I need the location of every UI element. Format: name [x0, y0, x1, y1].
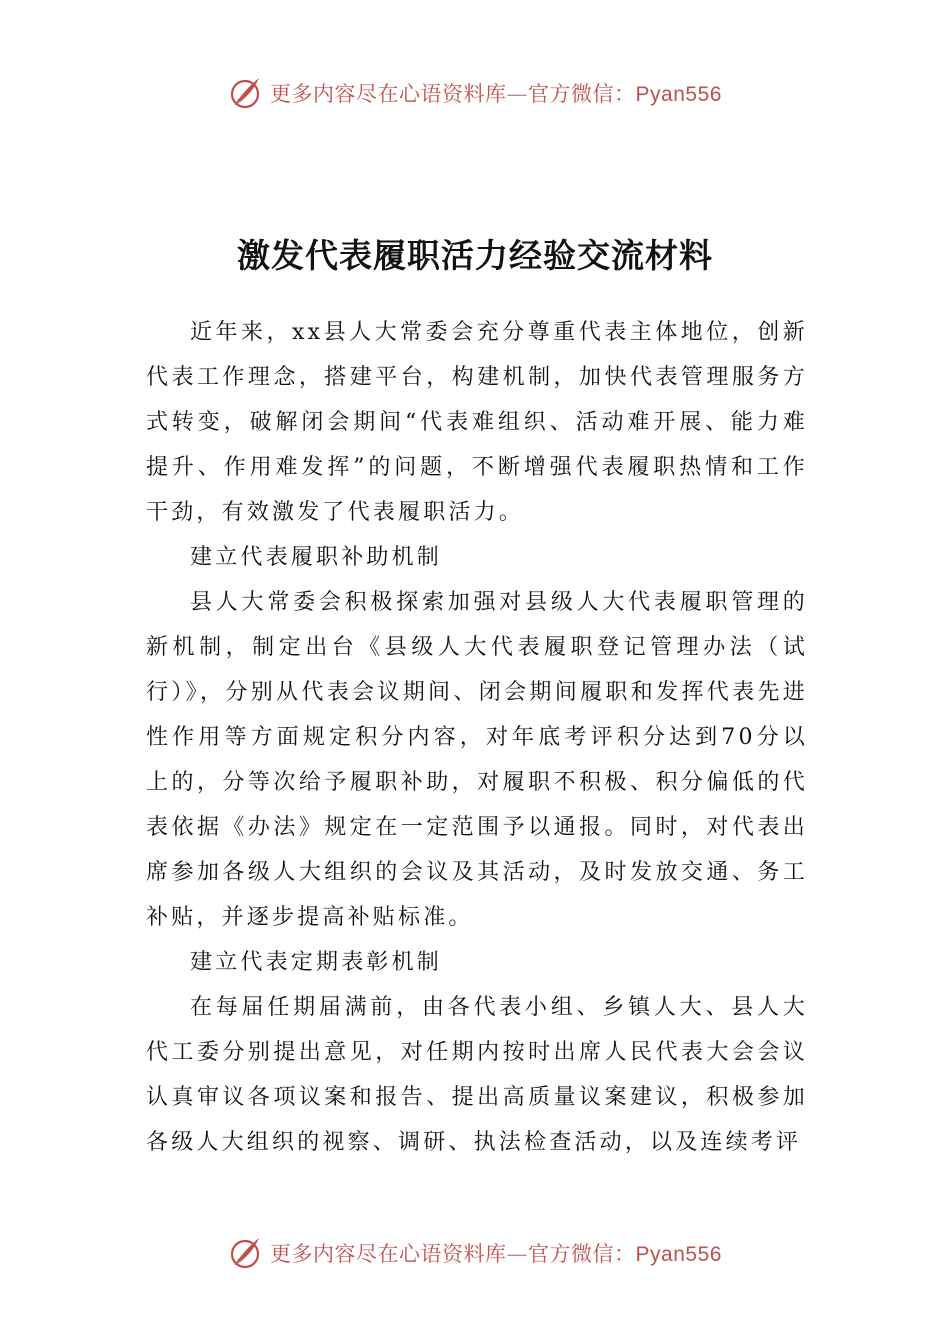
footer-watermark-text	[270, 1238, 722, 1268]
header-main-text: 更多内容尽在心语资料库	[270, 82, 507, 106]
footer-separator: —	[506, 1242, 529, 1266]
header-watermark-text	[270, 78, 722, 108]
section-heading-subsidy: 建立代表履职补助机制	[190, 545, 443, 570]
intro-paragraph: 近年来，xx县人大常委会充分尊重代表主体地位，创新代表工作理念，搭建平台，构建机制，加快代表管理服务方式转变，破解闭会期间“代表难组织、活动难开展、能力难提升、作用难发挥”的问题，不断增强代表履职热情和工作干劲，有效激发了代表履职活力。	[146, 320, 808, 525]
section-heading-commendation: 建立代表定期表彰机制	[190, 950, 443, 975]
header-separator: —	[506, 82, 529, 106]
quill-pen-logo-icon	[228, 75, 264, 111]
document-title: 激发代表履职活力经验交流材料	[237, 236, 713, 275]
document-body	[146, 310, 808, 1165]
footer-contact-label: 官方微信：	[528, 1242, 636, 1266]
commendation-paragraph: 在每届任期届满前，由各代表小组、乡镇人大、县人大代工委分别提出意见，对任期内按时出席人民代表大会会议认真审议各项议案和报告、提出高质量议案建议，积极参加各级人大组织的视察、调研、执法检查活动，以及连续考评	[146, 995, 808, 1155]
header-contact-label: 官方微信：	[528, 82, 636, 106]
quill-pen-logo-icon	[228, 1235, 264, 1271]
footer-watermark-banner	[0, 1231, 950, 1275]
footer-main-text: 更多内容尽在心语资料库	[270, 1242, 507, 1266]
footer-contact-id: Pyan556	[635, 1243, 722, 1266]
subsidy-paragraph: 县人大常委会积极探索加强对县级人大代表履职管理的新机制，制定出台《县级人大代表履职登记管理办法（试行）》，分别从代表会议期间、闭会期间履职和发挥代表先进性作用等方面规定积分内容，对年底考评积分达到70分以上的，分等次给予履职补助，对履职不积极、积分偏低的代表依据《办法》规定在一定范围予以通报。同时，对代表出席参加各级人大组织的会议及其活动，及时发放交通、务工补贴，并逐步提高补贴标准。	[146, 590, 808, 930]
header-contact-id: Pyan556	[635, 83, 722, 106]
header-watermark-banner	[0, 71, 950, 115]
